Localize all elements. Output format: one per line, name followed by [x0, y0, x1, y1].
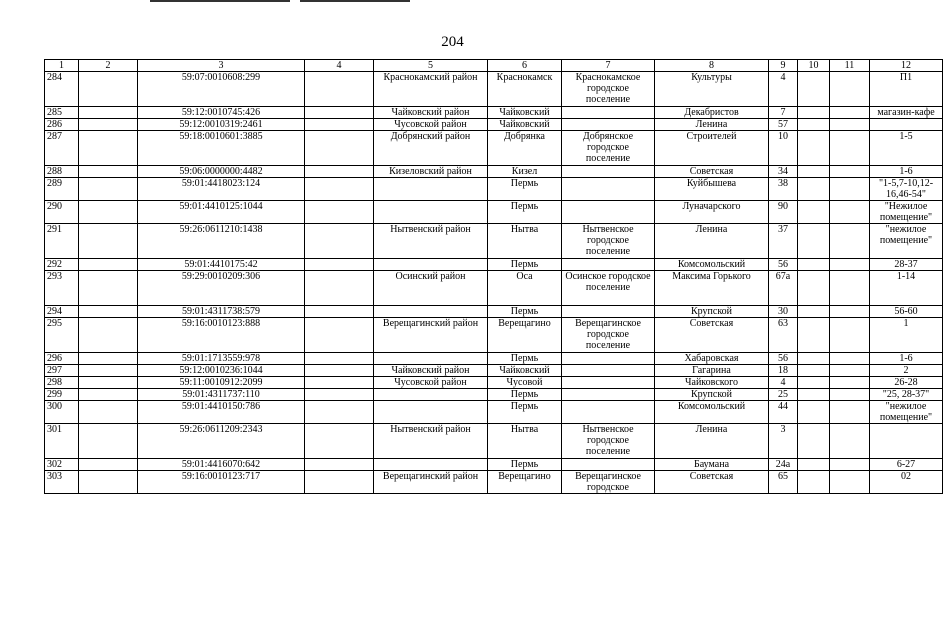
house-cell: 44: [769, 401, 798, 424]
table-row: [45, 459, 943, 471]
column-4-cell: [305, 389, 374, 401]
table-row: [45, 401, 943, 424]
table-row: [45, 178, 943, 201]
premises-cell: 1: [870, 318, 943, 353]
column-4-cell: [305, 471, 374, 494]
column-4-cell: [305, 259, 374, 271]
settlement-cell: Верещагинское городское: [562, 471, 655, 494]
column-10-cell: [798, 166, 830, 178]
table-row: [45, 259, 943, 271]
column-4-cell: [305, 459, 374, 471]
house-cell: 56: [769, 259, 798, 271]
premises-cell: 2: [870, 365, 943, 377]
settlement-cell: [562, 389, 655, 401]
column-header: 12: [870, 60, 943, 72]
district-cell: [374, 459, 488, 471]
column-header: 1: [45, 60, 79, 72]
column-10-cell: [798, 131, 830, 166]
column-4-cell: [305, 377, 374, 389]
house-cell: 38: [769, 178, 798, 201]
settlement-cell: Верещагинское городское поселение: [562, 318, 655, 353]
row-number: 297: [45, 365, 79, 377]
column-2-cell: [79, 259, 138, 271]
cadastral-number: 59:01:4418023:124: [138, 178, 305, 201]
column-4-cell: [305, 271, 374, 306]
street-cell: Гагарина: [655, 365, 769, 377]
row-number: 289: [45, 178, 79, 201]
house-cell: 90: [769, 201, 798, 224]
settlement-cell: [562, 365, 655, 377]
row-number: 290: [45, 201, 79, 224]
column-header: 9: [769, 60, 798, 72]
district-cell: Чусовской район: [374, 119, 488, 131]
city-cell: Добрянка: [488, 131, 562, 166]
district-cell: [374, 353, 488, 365]
cadastral-number: 59:01:4410150:786: [138, 401, 305, 424]
cadastral-number: 59:06:0000000:4482: [138, 166, 305, 178]
street-cell: Комсомольский: [655, 259, 769, 271]
settlement-cell: Краснокамское городское поселение: [562, 72, 655, 107]
cadastral-number: 59:11:0010912:2099: [138, 377, 305, 389]
column-2-cell: [79, 389, 138, 401]
register-table: [44, 59, 943, 494]
premises-cell: "нежилое помещение": [870, 401, 943, 424]
column-header: 6: [488, 60, 562, 72]
column-2-cell: [79, 471, 138, 494]
table-row: [45, 107, 943, 119]
cadastral-number: 59:01:4416070:642: [138, 459, 305, 471]
cadastral-number: 59:01:1713559:978: [138, 353, 305, 365]
column-10-cell: [798, 365, 830, 377]
settlement-cell: [562, 119, 655, 131]
street-cell: Чайковского: [655, 377, 769, 389]
row-number: 291: [45, 224, 79, 259]
city-cell: Чайковский: [488, 119, 562, 131]
district-cell: [374, 306, 488, 318]
table-row: [45, 389, 943, 401]
settlement-cell: Нытвенское городское поселение: [562, 224, 655, 259]
table-row: [45, 306, 943, 318]
column-11-cell: [830, 201, 870, 224]
column-11-cell: [830, 353, 870, 365]
table-row: [45, 471, 943, 494]
city-cell: Пермь: [488, 201, 562, 224]
column-2-cell: [79, 377, 138, 389]
column-10-cell: [798, 306, 830, 318]
house-cell: 3: [769, 424, 798, 459]
cadastral-number: 59:26:0611210:1438: [138, 224, 305, 259]
column-4-cell: [305, 424, 374, 459]
column-4-cell: [305, 401, 374, 424]
street-cell: Куйбышева: [655, 178, 769, 201]
table-row: [45, 353, 943, 365]
column-4-cell: [305, 131, 374, 166]
premises-cell: "нежилое помещение": [870, 224, 943, 259]
house-cell: 65: [769, 471, 798, 494]
street-cell: Советская: [655, 166, 769, 178]
row-number: 294: [45, 306, 79, 318]
row-number: 301: [45, 424, 79, 459]
column-10-cell: [798, 424, 830, 459]
district-cell: Добрянский район: [374, 131, 488, 166]
house-cell: 10: [769, 131, 798, 166]
city-cell: Пермь: [488, 401, 562, 424]
table-row: [45, 201, 943, 224]
settlement-cell: [562, 259, 655, 271]
city-cell: Чусовой: [488, 377, 562, 389]
column-4-cell: [305, 224, 374, 259]
column-2-cell: [79, 353, 138, 365]
settlement-cell: Добрянское городское поселение: [562, 131, 655, 166]
cadastral-number: 59:01:4311737:110: [138, 389, 305, 401]
premises-cell: 28-37: [870, 259, 943, 271]
table-row: [45, 377, 943, 389]
column-11-cell: [830, 224, 870, 259]
table-row: [45, 318, 943, 353]
column-11-cell: [830, 306, 870, 318]
column-header: 3: [138, 60, 305, 72]
settlement-cell: [562, 166, 655, 178]
street-cell: Крупской: [655, 306, 769, 318]
district-cell: Чайковский район: [374, 107, 488, 119]
table-row: [45, 166, 943, 178]
premises-cell: "1-5,7-10,12-16,46-54": [870, 178, 943, 201]
row-number: 299: [45, 389, 79, 401]
district-cell: Верещагинский район: [374, 471, 488, 494]
table-row: [45, 119, 943, 131]
column-10-cell: [798, 259, 830, 271]
column-4-cell: [305, 365, 374, 377]
column-2-cell: [79, 72, 138, 107]
house-cell: 4: [769, 377, 798, 389]
district-cell: [374, 389, 488, 401]
register-rows: [45, 72, 943, 494]
cadastral-number: 59:16:0010123:888: [138, 318, 305, 353]
premises-cell: 1-14: [870, 271, 943, 306]
settlement-cell: Нытвенское городское поселение: [562, 424, 655, 459]
district-cell: Верещагинский район: [374, 318, 488, 353]
column-11-cell: [830, 459, 870, 471]
settlement-cell: Осинское городское поселение: [562, 271, 655, 306]
column-10-cell: [798, 459, 830, 471]
column-10-cell: [798, 224, 830, 259]
column-11-cell: [830, 318, 870, 353]
row-number: 284: [45, 72, 79, 107]
district-cell: Осинский район: [374, 271, 488, 306]
premises-cell: 1-5: [870, 131, 943, 166]
street-cell: Луначарского: [655, 201, 769, 224]
city-cell: Чайковский: [488, 107, 562, 119]
column-2-cell: [79, 271, 138, 306]
column-11-cell: [830, 401, 870, 424]
street-cell: Строителей: [655, 131, 769, 166]
premises-cell: "25, 28-37": [870, 389, 943, 401]
house-cell: 56: [769, 353, 798, 365]
row-number: 286: [45, 119, 79, 131]
city-cell: Пермь: [488, 259, 562, 271]
settlement-cell: [562, 377, 655, 389]
column-2-cell: [79, 424, 138, 459]
column-10-cell: [798, 471, 830, 494]
column-10-cell: [798, 201, 830, 224]
premises-cell: 6-27: [870, 459, 943, 471]
column-11-cell: [830, 131, 870, 166]
city-cell: Пермь: [488, 459, 562, 471]
street-cell: Культуры: [655, 72, 769, 107]
column-4-cell: [305, 119, 374, 131]
column-2-cell: [79, 306, 138, 318]
settlement-cell: [562, 353, 655, 365]
cadastral-number: 59:12:0010319:2461: [138, 119, 305, 131]
column-11-cell: [830, 377, 870, 389]
row-number: 296: [45, 353, 79, 365]
cadastral-number: 59:26:0611209:2343: [138, 424, 305, 459]
column-2-cell: [79, 119, 138, 131]
column-header: 4: [305, 60, 374, 72]
cadastral-number: 59:07:0010608:299: [138, 72, 305, 107]
district-cell: Кизеловский район: [374, 166, 488, 178]
house-cell: 63: [769, 318, 798, 353]
cadastral-number: 59:16:0010123:717: [138, 471, 305, 494]
house-cell: 4: [769, 72, 798, 107]
street-cell: Хабаровская: [655, 353, 769, 365]
row-number: 303: [45, 471, 79, 494]
column-4-cell: [305, 178, 374, 201]
cadastral-number: 59:29:0010209:306: [138, 271, 305, 306]
row-number: 293: [45, 271, 79, 306]
house-cell: 18: [769, 365, 798, 377]
column-10-cell: [798, 271, 830, 306]
row-number: 295: [45, 318, 79, 353]
street-cell: Декабристов: [655, 107, 769, 119]
district-cell: Чусовской район: [374, 377, 488, 389]
cadastral-number: 59:18:0010601:3885: [138, 131, 305, 166]
column-10-cell: [798, 178, 830, 201]
column-10-cell: [798, 401, 830, 424]
table-row: [45, 72, 943, 107]
cadastral-number: 59:01:4311738:579: [138, 306, 305, 318]
district-cell: Нытвенский район: [374, 424, 488, 459]
house-cell: 37: [769, 224, 798, 259]
premises-cell: П1: [870, 72, 943, 107]
row-number: 300: [45, 401, 79, 424]
city-cell: Верещагино: [488, 471, 562, 494]
city-cell: Верещагино: [488, 318, 562, 353]
column-header: 11: [830, 60, 870, 72]
table-row: [45, 271, 943, 306]
column-2-cell: [79, 107, 138, 119]
column-4-cell: [305, 306, 374, 318]
column-11-cell: [830, 166, 870, 178]
table-row: [45, 424, 943, 459]
premises-cell: "Нежилое помещение": [870, 201, 943, 224]
scan-top-rule-right: [300, 0, 410, 2]
column-2-cell: [79, 459, 138, 471]
row-number: 288: [45, 166, 79, 178]
street-cell: Советская: [655, 471, 769, 494]
column-11-cell: [830, 178, 870, 201]
city-cell: Чайковский: [488, 365, 562, 377]
column-10-cell: [798, 107, 830, 119]
column-2-cell: [79, 178, 138, 201]
column-2-cell: [79, 224, 138, 259]
column-4-cell: [305, 201, 374, 224]
house-cell: 57: [769, 119, 798, 131]
column-11-cell: [830, 107, 870, 119]
column-11-cell: [830, 119, 870, 131]
city-cell: Кизел: [488, 166, 562, 178]
premises-cell: 02: [870, 471, 943, 494]
column-10-cell: [798, 119, 830, 131]
column-11-cell: [830, 389, 870, 401]
street-cell: Баумана: [655, 459, 769, 471]
house-cell: 25: [769, 389, 798, 401]
cadastral-number: 59:01:4410175:42: [138, 259, 305, 271]
cadastral-number: 59:01:4410125:1044: [138, 201, 305, 224]
house-cell: 30: [769, 306, 798, 318]
settlement-cell: [562, 306, 655, 318]
settlement-cell: [562, 459, 655, 471]
street-cell: Комсомольский: [655, 401, 769, 424]
column-11-cell: [830, 259, 870, 271]
table-row: [45, 224, 943, 259]
city-cell: Пермь: [488, 389, 562, 401]
street-cell: Ленина: [655, 119, 769, 131]
city-cell: Краснокамск: [488, 72, 562, 107]
city-cell: Пермь: [488, 353, 562, 365]
table-row: [45, 131, 943, 166]
settlement-cell: [562, 401, 655, 424]
column-10-cell: [798, 72, 830, 107]
column-4-cell: [305, 318, 374, 353]
house-cell: 34: [769, 166, 798, 178]
column-header: 8: [655, 60, 769, 72]
city-cell: Пермь: [488, 306, 562, 318]
premises-cell: 56-60: [870, 306, 943, 318]
district-cell: Краснокамский район: [374, 72, 488, 107]
settlement-cell: [562, 107, 655, 119]
column-header: 7: [562, 60, 655, 72]
city-cell: Нытва: [488, 224, 562, 259]
district-cell: [374, 201, 488, 224]
street-cell: Крупской: [655, 389, 769, 401]
table-row: [45, 365, 943, 377]
street-cell: Ленина: [655, 424, 769, 459]
cadastral-number: 59:12:0010236:1044: [138, 365, 305, 377]
district-cell: Нытвенский район: [374, 224, 488, 259]
city-cell: Нытва: [488, 424, 562, 459]
column-2-cell: [79, 166, 138, 178]
district-cell: Чайковский район: [374, 365, 488, 377]
house-cell: 24а: [769, 459, 798, 471]
column-10-cell: [798, 377, 830, 389]
street-cell: Советская: [655, 318, 769, 353]
column-2-cell: [79, 365, 138, 377]
street-cell: Максима Горького: [655, 271, 769, 306]
settlement-cell: [562, 201, 655, 224]
column-header: 2: [79, 60, 138, 72]
column-2-cell: [79, 201, 138, 224]
column-header: 5: [374, 60, 488, 72]
column-11-cell: [830, 424, 870, 459]
house-cell: 67а: [769, 271, 798, 306]
district-cell: [374, 401, 488, 424]
column-2-cell: [79, 131, 138, 166]
row-number: 285: [45, 107, 79, 119]
street-cell: Ленина: [655, 224, 769, 259]
cadastral-number: 59:12:0010745:426: [138, 107, 305, 119]
city-cell: Оса: [488, 271, 562, 306]
page-number: 204: [441, 34, 464, 50]
scan-top-rule-left: [150, 0, 290, 2]
row-number: 302: [45, 459, 79, 471]
house-cell: 7: [769, 107, 798, 119]
district-cell: [374, 178, 488, 201]
column-4-cell: [305, 72, 374, 107]
premises-cell: магазин-кафе: [870, 107, 943, 119]
column-11-cell: [830, 72, 870, 107]
column-4-cell: [305, 166, 374, 178]
premises-cell: 1-6: [870, 166, 943, 178]
row-number: 298: [45, 377, 79, 389]
column-10-cell: [798, 389, 830, 401]
settlement-cell: [562, 178, 655, 201]
row-number: 292: [45, 259, 79, 271]
row-number: 287: [45, 131, 79, 166]
column-11-cell: [830, 271, 870, 306]
premises-cell: 1-6: [870, 353, 943, 365]
column-header: 10: [798, 60, 830, 72]
column-11-cell: [830, 365, 870, 377]
premises-cell: [870, 119, 943, 131]
premises-cell: 26-28: [870, 377, 943, 389]
district-cell: [374, 259, 488, 271]
column-10-cell: [798, 318, 830, 353]
city-cell: Пермь: [488, 178, 562, 201]
column-2-cell: [79, 318, 138, 353]
column-11-cell: [830, 471, 870, 494]
column-number-row: [45, 60, 943, 72]
column-10-cell: [798, 353, 830, 365]
column-4-cell: [305, 353, 374, 365]
column-4-cell: [305, 107, 374, 119]
premises-cell: [870, 424, 943, 459]
column-2-cell: [79, 401, 138, 424]
